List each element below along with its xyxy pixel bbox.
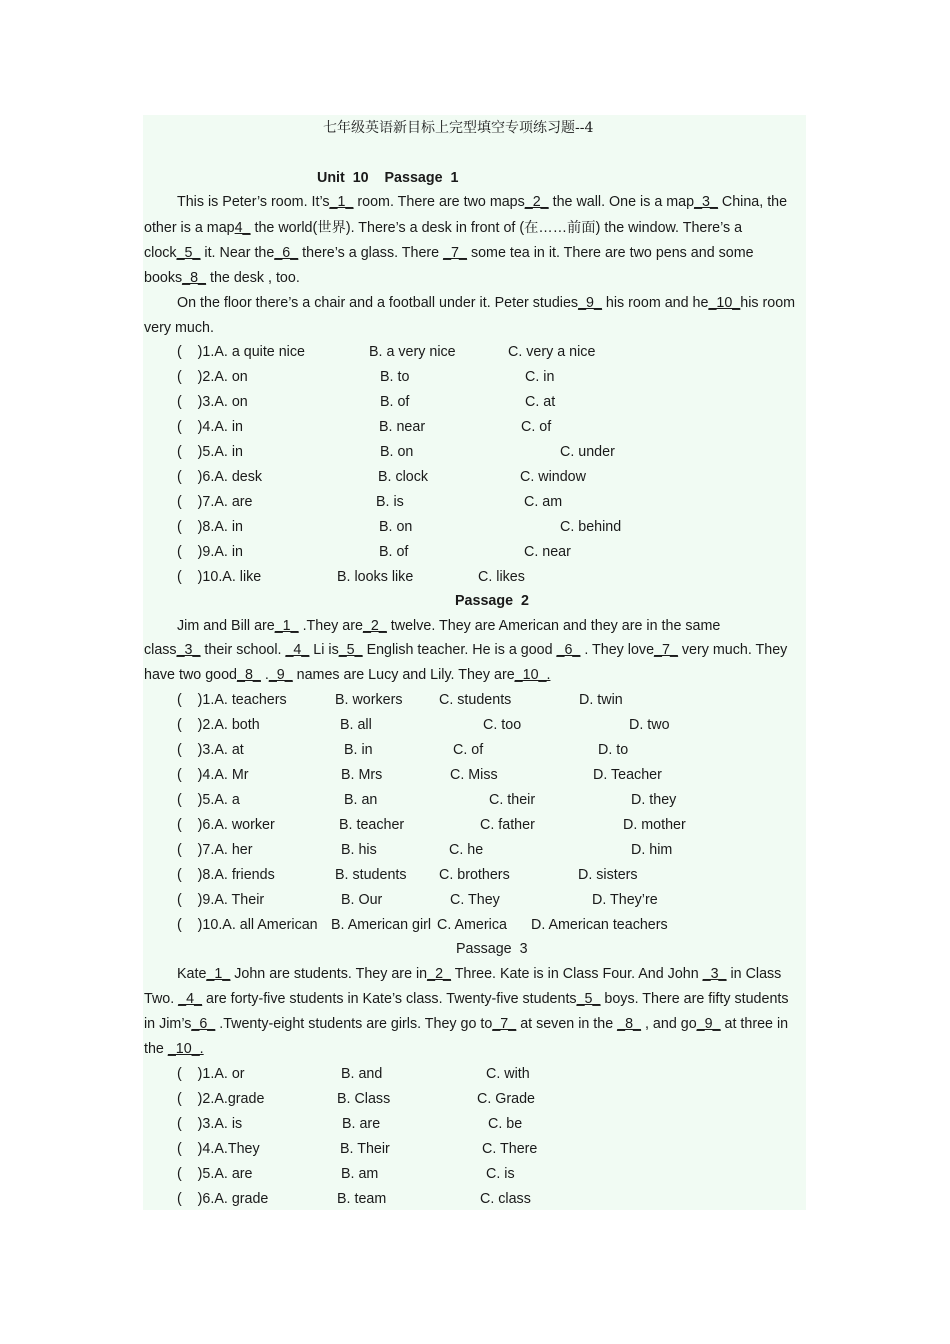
answer-blank: _7_ xyxy=(654,642,678,658)
question-option-d: D. They’re xyxy=(592,892,658,908)
question-option-a: ( )10.A. like xyxy=(177,569,262,585)
question-option-b: B. students xyxy=(335,867,407,883)
question-option-a: ( )1.A. teachers xyxy=(177,692,287,708)
answer-blank: _6_ xyxy=(556,642,581,658)
question-option-b: B. teacher xyxy=(339,817,405,833)
answer-blank: _8_ xyxy=(237,667,261,683)
question-option-c: C. too xyxy=(483,717,522,733)
answer-blank: _1_ xyxy=(274,618,299,634)
text-segment: at three in xyxy=(720,1016,789,1032)
question-option-b: B. to xyxy=(380,369,410,385)
passage3-text-line xyxy=(144,1040,204,1058)
question-option-c: C. their xyxy=(489,792,536,808)
text-segment: his room xyxy=(740,295,796,311)
answer-blank: _3_ xyxy=(694,194,718,210)
question-option-b: B. of xyxy=(379,544,409,560)
text-segment: John are students. They are in xyxy=(230,966,428,982)
passage2-text-line xyxy=(144,666,550,684)
question-option-b: B. his xyxy=(341,842,377,858)
passage3-text-line xyxy=(177,965,781,983)
passage1-text-line xyxy=(144,219,742,237)
question-option-c: C. in xyxy=(525,369,555,385)
question-option-c: C. likes xyxy=(478,569,525,585)
question-option-a: ( )1.A. or xyxy=(177,1066,245,1082)
text-segment: in Class xyxy=(726,966,782,982)
answer-blank: _10_ xyxy=(708,295,741,311)
answer-blank: _5_ xyxy=(576,991,601,1007)
question-option-b: B. Our xyxy=(341,892,383,908)
question-option-a: ( )8.A. friends xyxy=(177,867,275,883)
question-option-c: C. brothers xyxy=(439,867,510,883)
text-segment: it. Near the xyxy=(200,245,275,261)
question-option-c: C. father xyxy=(480,817,535,833)
text-segment: names are Lucy and Lily. They are xyxy=(292,667,515,683)
text-segment: Two. xyxy=(144,991,179,1007)
text-segment: clock xyxy=(144,245,177,261)
question-option-b: B. are xyxy=(342,1116,381,1132)
question-option-c: C. very a nice xyxy=(508,344,596,360)
question-option-d: D. him xyxy=(631,842,673,858)
text-segment: very much. They xyxy=(677,642,788,658)
question-option-b: B. and xyxy=(341,1066,383,1082)
question-option-a: ( )6.A. worker xyxy=(177,817,275,833)
text-segment: some tea in it. There are two pens and some xyxy=(466,245,754,261)
text-segment: China, the xyxy=(717,194,788,210)
passage2-heading: Passage 2 xyxy=(455,593,529,609)
passage1-text-line xyxy=(144,319,214,337)
question-option-a: ( )2.A. on xyxy=(177,369,248,385)
question-option-b: B. Class xyxy=(337,1091,391,1107)
question-option-c: C. is xyxy=(486,1166,515,1182)
question-option-c: C. There xyxy=(482,1141,538,1157)
question-option-a: ( )4.A.They xyxy=(177,1141,260,1157)
answer-blank: _7_ xyxy=(492,1016,517,1032)
question-option-c: C. class xyxy=(480,1191,531,1207)
passage1-text-line xyxy=(177,294,795,312)
answer-blank: _4_ xyxy=(285,642,310,658)
question-option-a: ( )3.A. is xyxy=(177,1116,243,1132)
text-segment: the xyxy=(144,1041,168,1057)
question-option-a: ( )4.A. in xyxy=(177,419,243,435)
question-option-c: C. of xyxy=(453,742,484,758)
passage3-text-line xyxy=(144,990,789,1008)
text-segment: Kate xyxy=(177,966,207,982)
question-option-d: D. American teachers xyxy=(531,917,668,933)
question-option-a: ( )5.A. in xyxy=(177,444,243,460)
text-segment: English teacher. He is a good xyxy=(362,642,557,658)
question-option-b: B. American girl xyxy=(331,917,432,933)
text-segment: .They are xyxy=(298,618,363,634)
text-segment: twelve. They are American and they are in the same xyxy=(386,618,721,634)
text-segment: there’s a glass. There xyxy=(298,245,444,261)
text-segment: his room and he xyxy=(601,295,709,311)
question-option-a: ( )5.A. a xyxy=(177,792,240,808)
question-option-b: B. a very nice xyxy=(369,344,456,360)
answer-blank: _9_ xyxy=(696,1016,721,1032)
text-segment: the world(世界). There’s a desk in front of (在……前面) the window. There’s a xyxy=(250,220,743,236)
question-option-a: ( )10.A. all American xyxy=(177,917,318,933)
question-option-b: B. Their xyxy=(340,1141,390,1157)
question-option-b: B. in xyxy=(344,742,373,758)
question-option-a: ( )2.A. both xyxy=(177,717,260,733)
passage1-text-line xyxy=(144,269,300,287)
answer-blank: _6_ xyxy=(191,1016,216,1032)
question-option-c: C. America xyxy=(437,917,507,933)
question-option-b: B. Mrs xyxy=(341,767,383,783)
question-option-d: D. they xyxy=(631,792,677,808)
answer-blank: _6_ xyxy=(274,245,299,261)
question-option-b: B. am xyxy=(341,1166,379,1182)
text-segment: their school. xyxy=(200,642,286,658)
question-option-c: C. am xyxy=(524,494,563,510)
question-option-c: C. be xyxy=(488,1116,523,1132)
question-option-d: D. sisters xyxy=(578,867,638,883)
question-option-a: ( )6.A. desk xyxy=(177,469,263,485)
answer-blank: _3_ xyxy=(702,966,727,982)
question-option-a: ( )8.A. in xyxy=(177,519,243,535)
text-segment: . They love xyxy=(580,642,655,658)
text-segment: the wall. One is a map xyxy=(548,194,695,210)
unit-heading: Unit 10 Passage 1 xyxy=(317,170,459,186)
text-segment: are forty-five students in Kate’s class. Twenty-five students xyxy=(202,991,577,1007)
question-option-a: ( )7.A. her xyxy=(177,842,253,858)
answer-blank: _4_ xyxy=(178,991,203,1007)
answer-blank: _5_ xyxy=(338,642,363,658)
question-option-b: B. looks like xyxy=(337,569,414,585)
question-option-d: D. twin xyxy=(579,692,623,708)
question-option-b: B. on xyxy=(380,444,414,460)
question-option-c: C. Miss xyxy=(450,767,498,783)
text-segment: Li is xyxy=(309,642,339,658)
answer-blank: _8_ xyxy=(182,270,207,286)
question-option-a: ( )6.A. grade xyxy=(177,1191,269,1207)
passage3-text-line xyxy=(144,1015,788,1033)
text-segment: the desk , too. xyxy=(206,270,300,286)
question-option-b: B. workers xyxy=(335,692,403,708)
text-segment: very much. xyxy=(144,320,214,336)
text-segment: at seven in the xyxy=(516,1016,618,1032)
question-option-d: D. two xyxy=(629,717,670,733)
text-segment: Jim and Bill are xyxy=(177,618,275,634)
question-option-d: D. to xyxy=(598,742,629,758)
question-option-c: C. They xyxy=(450,892,500,908)
question-option-b: B. clock xyxy=(378,469,429,485)
passage1-text-line xyxy=(177,193,787,211)
question-option-b: B. an xyxy=(344,792,378,808)
question-option-a: ( )1.A. a quite nice xyxy=(177,344,305,360)
question-option-b: B. on xyxy=(379,519,413,535)
text-segment: room. There are two maps xyxy=(353,194,525,210)
text-segment: On the floor there’s a chair and a football under it. Peter studies xyxy=(177,295,579,311)
text-segment: boys. There are fifty students xyxy=(600,991,789,1007)
question-option-d: D. mother xyxy=(623,817,686,833)
answer-blank: _10_. xyxy=(514,667,551,683)
text-segment: have two good xyxy=(144,667,237,683)
answer-blank: _9_ xyxy=(578,295,602,311)
question-option-a: ( )5.A. are xyxy=(177,1166,253,1182)
question-option-c: C. Grade xyxy=(477,1091,536,1107)
question-option-a: ( )3.A. on xyxy=(177,394,248,410)
question-option-b: B. of xyxy=(380,394,410,410)
passage1-text-line xyxy=(144,244,754,262)
answer-blank: _7_ xyxy=(443,245,467,261)
answer-blank: _2_ xyxy=(427,966,451,982)
text-segment: other is a map xyxy=(144,220,235,236)
answer-blank: 4_ xyxy=(234,220,251,236)
question-option-c: C. at xyxy=(525,394,556,410)
question-option-d: D. Teacher xyxy=(593,767,662,783)
answer-blank: _1_ xyxy=(206,966,231,982)
answer-blank: _5_ xyxy=(176,245,201,261)
question-option-a: ( )9.A. in xyxy=(177,544,243,560)
passage2-text-line xyxy=(177,617,720,635)
question-option-c: C. with xyxy=(486,1066,530,1082)
question-option-c: C. behind xyxy=(560,519,622,535)
answer-blank: _2_ xyxy=(524,194,549,210)
question-option-c: C. window xyxy=(520,469,586,485)
text-segment: , and go xyxy=(641,1016,697,1032)
question-option-b: B. team xyxy=(337,1191,387,1207)
answer-blank: _8_ xyxy=(617,1016,642,1032)
question-option-a: ( )9.A. Their xyxy=(177,892,265,908)
answer-blank: _9_ xyxy=(268,667,293,683)
question-option-a: ( )3.A. at xyxy=(177,742,244,758)
question-option-c: C. of xyxy=(521,419,552,435)
text-segment: Three. Kate is in Class Four. And John xyxy=(450,966,703,982)
question-option-c: C. he xyxy=(449,842,484,858)
question-option-a: ( )2.A.grade xyxy=(177,1091,265,1107)
text-segment: in Jim’s xyxy=(144,1016,192,1032)
question-option-c: C. under xyxy=(560,444,615,460)
question-option-b: B. all xyxy=(340,717,372,733)
text-segment: This is Peter’s room. It’s xyxy=(177,194,330,210)
question-option-b: B. near xyxy=(379,419,426,435)
answer-blank: _10_. xyxy=(167,1041,204,1057)
question-option-a: ( )4.A. Mr xyxy=(177,767,249,783)
question-option-c: C. near xyxy=(524,544,571,560)
page-title: 七年级英语新目标上完型填空专项练习题--4 xyxy=(323,120,594,136)
text-segment: .Twenty-eight students are girls. They go to xyxy=(215,1016,493,1032)
question-option-b: B. is xyxy=(376,494,404,510)
question-option-c: C. students xyxy=(439,692,512,708)
question-option-a: ( )7.A. are xyxy=(177,494,253,510)
text-segment: . xyxy=(260,667,269,683)
answer-blank: _2_ xyxy=(362,618,387,634)
text-segment: class xyxy=(144,642,177,658)
answer-blank: _3_ xyxy=(176,642,201,658)
passage3-heading: Passage 3 xyxy=(456,941,528,957)
text-segment: books xyxy=(144,270,183,286)
passage2-text-line xyxy=(144,641,787,659)
answer-blank: _1_ xyxy=(329,194,354,210)
